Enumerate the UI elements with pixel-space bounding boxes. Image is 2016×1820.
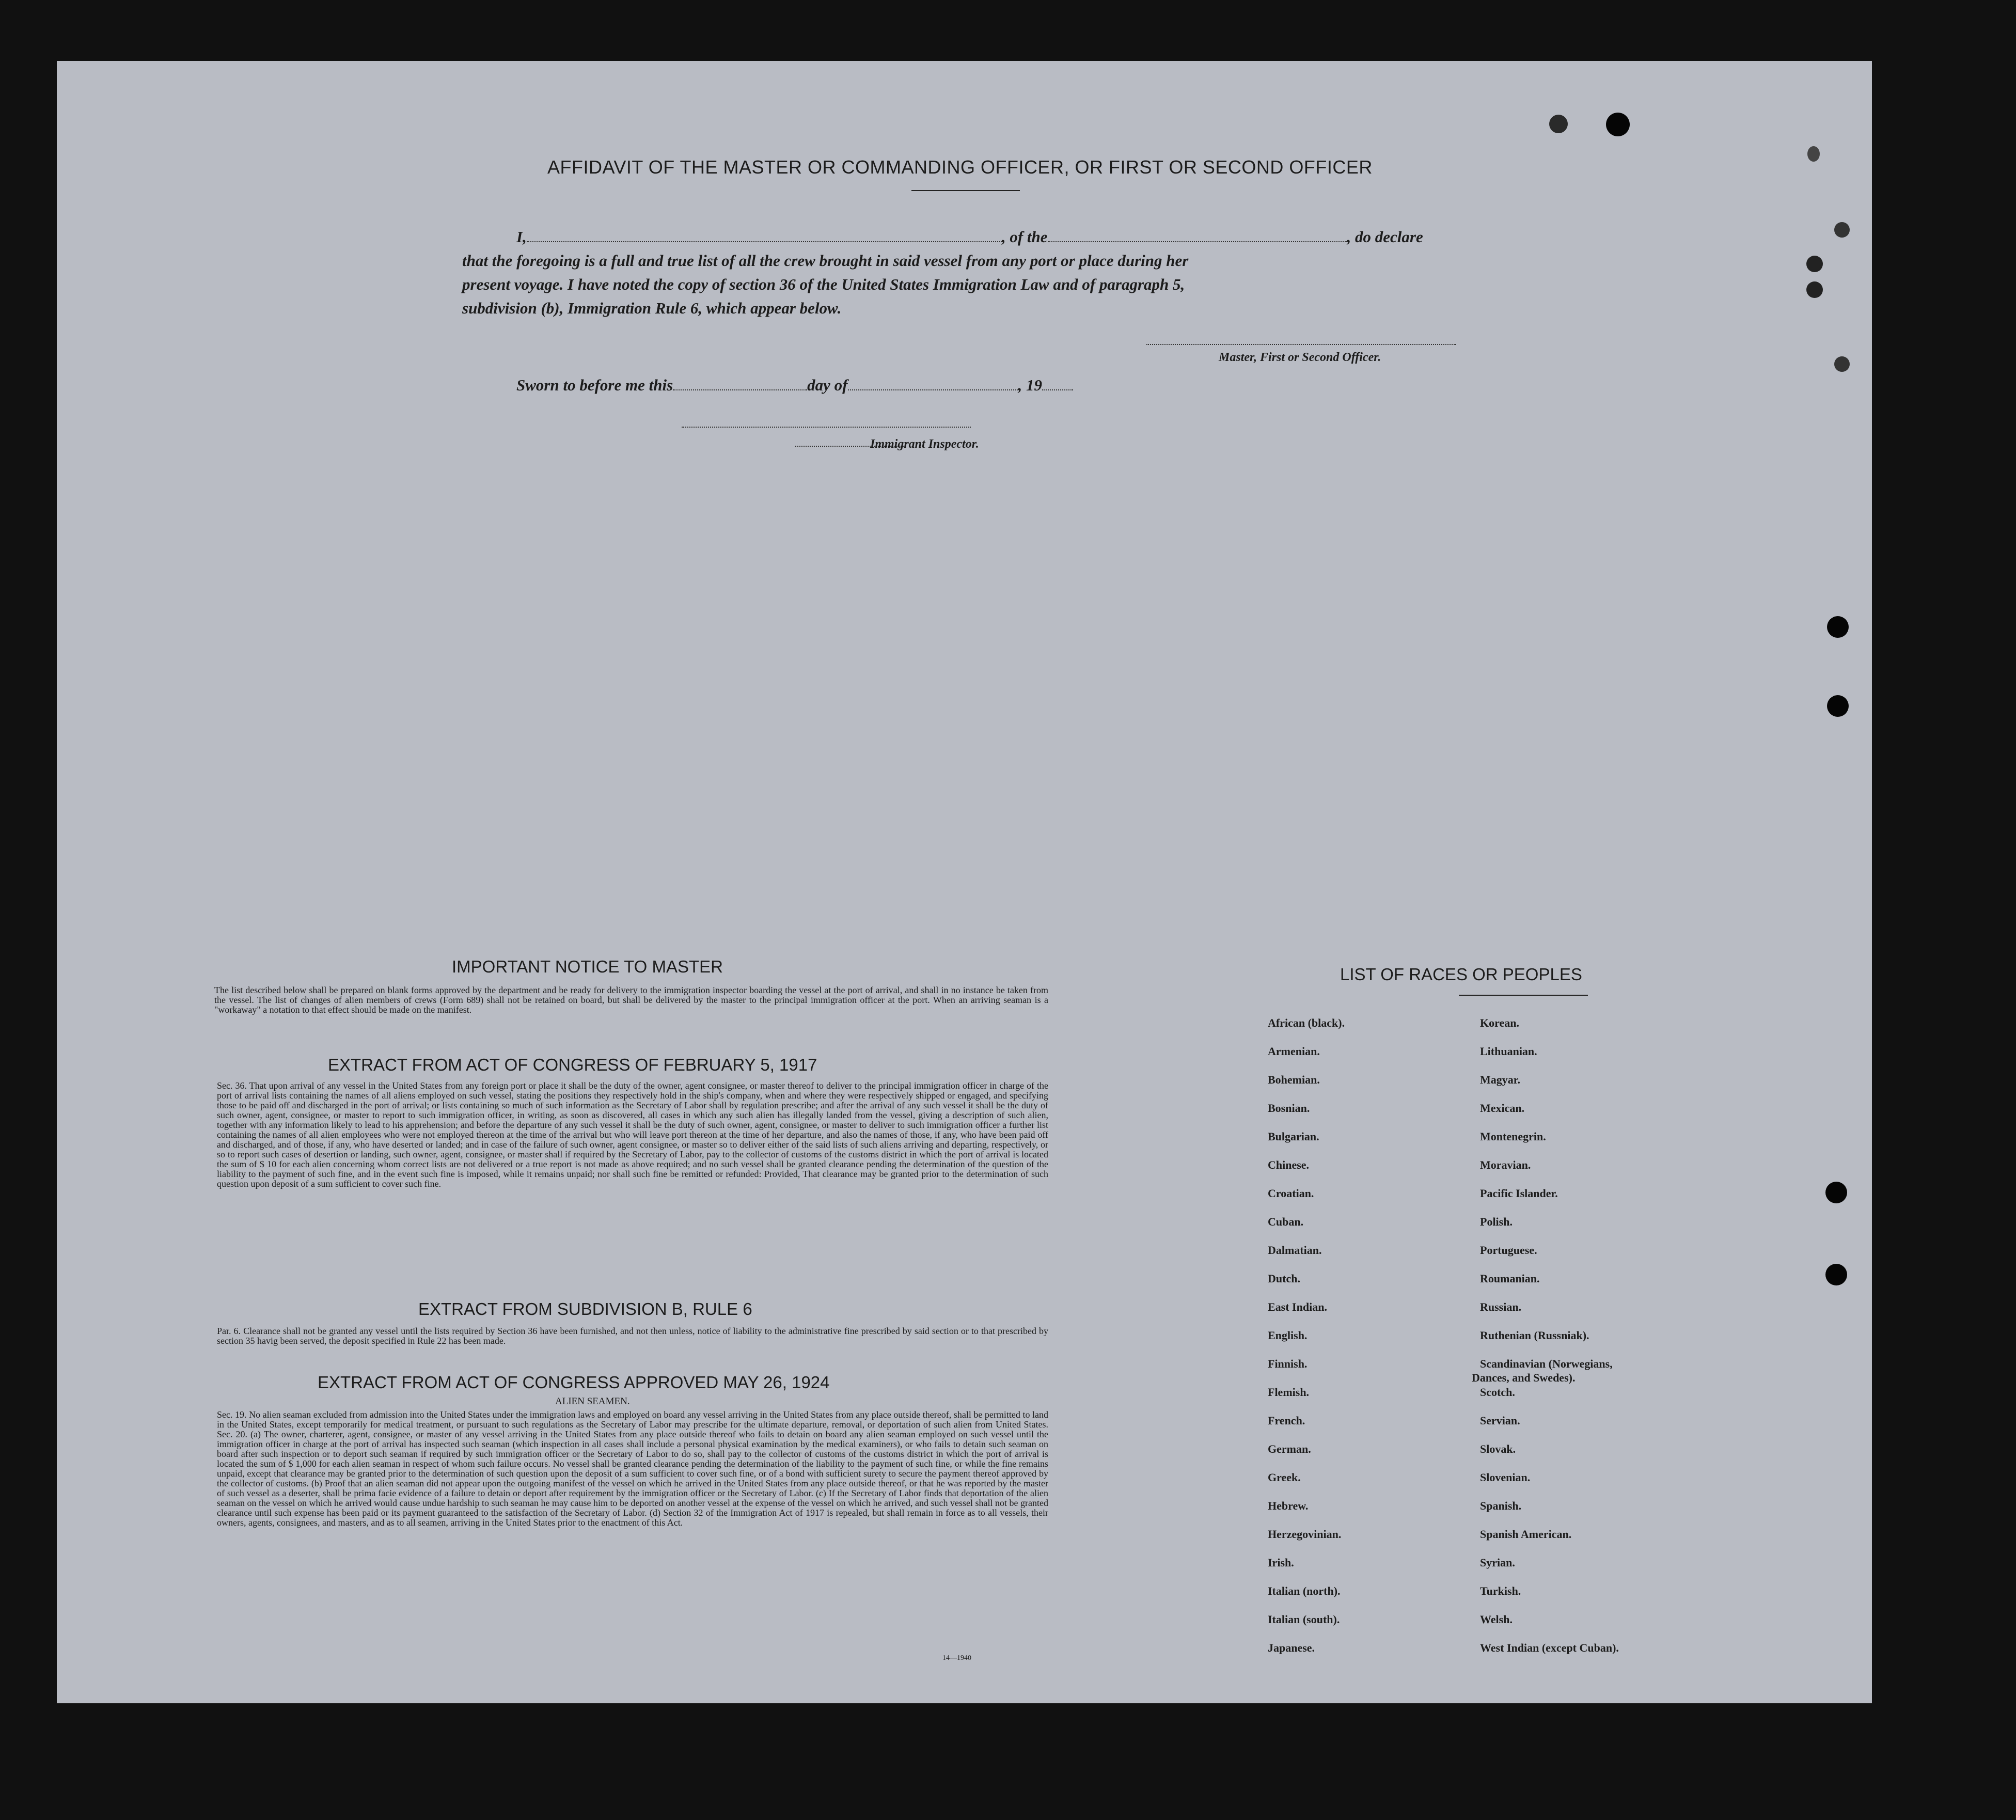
- race-item: Scandinavian (Norwegians,: [1480, 1357, 1613, 1370]
- extract-1917-title: EXTRACT FROM ACT OF CONGRESS OF FEBRUARY 5, 1917: [328, 1055, 817, 1074]
- punch-hole: [1806, 256, 1823, 272]
- year-blank: [1042, 389, 1073, 390]
- race-item: Scotch.: [1480, 1386, 1515, 1399]
- declaration-i: I,: [516, 228, 527, 246]
- document-sheet: [57, 61, 1872, 1703]
- race-item: Servian.: [1480, 1414, 1520, 1427]
- punch-hole: [1825, 1182, 1847, 1203]
- race-item: Russian.: [1480, 1300, 1522, 1313]
- extract-1924-title: EXTRACT FROM ACT OF CONGRESS APPROVED MAY 26, 1924: [318, 1373, 830, 1392]
- races-title: LIST OF RACES OR PEOPLES: [1340, 965, 1582, 984]
- race-item: Moravian.: [1480, 1158, 1531, 1171]
- sworn-line: [516, 373, 1291, 397]
- race-item: Dalmatian.: [1268, 1244, 1322, 1257]
- declaration-line-4: subdivision (b), Immigration Rule 6, which appear below.: [462, 299, 842, 317]
- races-underline: [1459, 995, 1588, 996]
- race-item: Polish.: [1480, 1215, 1513, 1228]
- punch-hole: [1834, 356, 1850, 372]
- race-item: French.: [1268, 1414, 1305, 1427]
- race-item: Spanish American.: [1480, 1528, 1572, 1541]
- punch-hole: [1825, 1264, 1847, 1285]
- punch-hole: [1834, 222, 1850, 238]
- master-signature-label: Master, First or Second Officer.: [1219, 351, 1381, 364]
- inspector-label: Immigrant Inspector.: [870, 437, 979, 451]
- race-item: German.: [1268, 1442, 1311, 1455]
- master-signature-line: [1146, 344, 1456, 345]
- extract-rule6-body: Par. 6. Clearance shall not be granted any vessel until the lists required by Section 36 have been furnished, and not then unless, notice of liability to the administrative fine prescribed by said section or to that prescribed by section 35 havig been served, the deposit specified in Rule 22 has been made.: [217, 1326, 1048, 1346]
- race-item: Syrian.: [1480, 1556, 1515, 1569]
- race-item: Croatian.: [1268, 1187, 1314, 1200]
- race-item: Slovak.: [1480, 1442, 1516, 1455]
- race-item: Bosnian.: [1268, 1102, 1310, 1115]
- sworn-month-blank: [848, 389, 1018, 390]
- extract-1917-body: Sec. 36. That upon arrival of any vessel in the United States from any foreign port or place it shall be the duty of the owner, agent consignee, or master thereof to deliver to the principal immigration officer in charge of the port of arrival lists containing the names of all aliens employed on such vessel, stating the positions they respectively hold in the ship's company, when and where they were respectively shipped or engaged, and specifying those to be paid off and discharged in the port of arrival; or lists containing so much of such information as the Secretary of Labor shall by regulation prescribe; and after the arrival of any such vessel it shall be the duty of such owner, agent, consignee, or master to report to such immigration officer, in writing, as soon as discovered, all cases in which any such alien has illegally landed from the vessel, giving a description of such alien, together with any information likely to lead to his apprehension; and before the departure of any such vessel it shall be the duty of such owner, agent, consignee, or master to deliver to such immigration officer a further list containing the names of all alien employees who were not employed thereon at the time of the arrival but who will leave port thereon at the time of her departure, and also the names of those, if any, who have been paid off and discharged, and of those, if any, who have deserted or landed; and in case of the failure of such owner, agent consignee, or master so to deliver either of the said lists of such aliens arriving and departing, respectively, or so to report such cases of desertion or landing, such owner, agent, consignee, or master shall if required by the Secretary of Labor, pay to the collector of customs of the customs district in which the port of arrival is located the sum of $ 10 for each alien concerning whom correct lists are not delivered or a true report is not made as above required; and no such vessel shall be granted clearance pending the determination of the question of the liability to the payment of such fine, and in the event such fine is imposed, while it remains unpaid; nor shall such fine be remitted or refunded: Provided, That clearance may be granted prior to the determination of such question upon deposit of a sum sufficient to cover such fine.: [217, 1080, 1048, 1189]
- notice-title: IMPORTANT NOTICE TO MASTER: [452, 957, 723, 976]
- race-item: Spanish.: [1480, 1499, 1522, 1512]
- race-item: English.: [1268, 1329, 1308, 1342]
- punch-hole: [1807, 146, 1820, 162]
- race-item: Irish.: [1268, 1556, 1294, 1569]
- race-item: Ruthenian (Russniak).: [1480, 1329, 1589, 1342]
- declaration-line-1: [516, 225, 1529, 248]
- extract-1924-body: Sec. 19. No alien seaman excluded from admission into the United States under the immigration laws and employed on board any vessel arriving in the United States from any place outside thereof, shall be permitted to land in the United States, except temporarily for medical treatment, or pursuant to such regulations as the Secretary of Labor may prescribe for the ultimate departure, removal, or deportation of such alien from United States. Sec. 20. (a) The owner, charterer, agent, consignee, or master of any vessel arriving in the United States from any place outside thereof who fails to detain on board any alien seaman employed on such vessel until the immigration officer in charge at the port of arrival has inspected such seaman (which inspection in all cases shall include a personal physical examination by the medical examiners), or who fails to detain such seaman on board after such inspection or to deport such seaman if required by such immigration officer or the Secretary of Labor to do so, shall pay to the collector of customs of the customs district in which the port of arrival is located the sum of $ 1,000 for each alien seaman in respect of whom such failure occurs. No vessel shall be granted clearance pending the determination of the liability to the payment of such fine, or while the fine remains unpaid, except that clearance may be granted prior to the determination of such question upon the deposit of a sum sufficient to cover such fine, or of a bond with sufficient surety to secure the payment thereof approved by the collector of customs. (b) Proof that an alien seaman did not appear upon the outgoing manifest of the vessel on which he arrived in the United States from any place outside thereof, or that he was reported by the master of such vessel as a deserter, shall be prima facie evidence of a failure to detain or deport after requirement by the immigration officer or the Secretary of Labor. (c) If the Secretary of Labor finds that deportation of the alien seaman on the vessel on which he arrived would cause undue hardship to such seaman he may cause him to be deported on another vessel at the expense of the vessel on which he arrived, and such vessel shall not be granted clearance until such expense has been paid or its payment guaranteed to the satisfaction of the Secretary of Labor. (d) Section 32 of the Immigration Act of 1917 is repealed, but shall remain in force as to all vessels, their owners, agents, consignees, and masters, and as to all seamen, arriving in the United States prior to the enactment of this Act.: [217, 1409, 1048, 1528]
- declaration-declare: , do declare: [1347, 228, 1423, 246]
- race-item: Bohemian.: [1268, 1073, 1320, 1086]
- vessel-blank: [1048, 241, 1347, 242]
- punch-hole: [1827, 695, 1849, 717]
- affidavit-title: AFFIDAVIT OF THE MASTER OR COMMANDING OFFICER, OR FIRST OR SECOND OFFICER: [547, 156, 1373, 178]
- declaration-of-the: , of the: [1001, 228, 1048, 246]
- race-item: Magyar.: [1480, 1073, 1521, 1086]
- form-number: 14—1940: [942, 1654, 971, 1662]
- title-underline: [911, 190, 1020, 191]
- race-item: Herzegovinian.: [1268, 1528, 1342, 1541]
- race-item: Dances, and Swedes).: [1472, 1371, 1576, 1384]
- punch-hole: [1827, 616, 1849, 638]
- declaration-line-3: present voyage. I have noted the copy of section 36 of the United States Immigration Law and of paragraph 5,: [462, 275, 1185, 293]
- race-item: Lithuanian.: [1480, 1045, 1537, 1058]
- race-item: Armenian.: [1268, 1045, 1320, 1058]
- race-item: Flemish.: [1268, 1386, 1310, 1399]
- race-item: Greek.: [1268, 1471, 1301, 1484]
- race-item: Italian (north).: [1268, 1584, 1341, 1597]
- declaration-line-2: that the foregoing is a full and true list of all the crew brought in said vessel from any port or place during her: [462, 252, 1189, 270]
- sworn-day-blank: [673, 389, 807, 390]
- punch-hole: [1549, 115, 1568, 133]
- punch-hole: [1606, 113, 1630, 136]
- inspector-signature-line: [682, 427, 971, 428]
- race-item: Welsh.: [1480, 1613, 1513, 1626]
- race-item: West Indian (except Cuban).: [1480, 1641, 1619, 1654]
- race-item: Chinese.: [1268, 1158, 1310, 1171]
- race-item: Cuban.: [1268, 1215, 1304, 1228]
- race-item: Turkish.: [1480, 1584, 1521, 1597]
- extract-1924-subtitle: ALIEN SEAMEN.: [555, 1396, 630, 1407]
- name-blank: [527, 241, 1002, 242]
- punch-hole: [1806, 281, 1823, 298]
- race-item: East Indian.: [1268, 1300, 1327, 1313]
- race-item: Portuguese.: [1480, 1244, 1537, 1257]
- race-item: Slovenian.: [1480, 1471, 1531, 1484]
- race-item: Hebrew.: [1268, 1499, 1309, 1512]
- race-item: Finnish.: [1268, 1357, 1308, 1370]
- notice-body: The list described below shall be prepared on blank forms approved by the department and be ready for delivery to the immigration inspector boarding the vessel at the port of arrival, and shall in no instance be taken from the vessel. The list of changes of alien members of crews (Form 689) shall not be retained on board, but shall be delivered by the master to the principal immigration officer at the port. When an arriving seaman is a "workaway" a notation to that effect should be made on the manifest.: [214, 985, 1048, 1015]
- race-item: Korean.: [1480, 1016, 1519, 1029]
- race-item: Bulgarian.: [1268, 1130, 1319, 1143]
- race-item: Dutch.: [1268, 1272, 1300, 1285]
- race-item: Montenegrin.: [1480, 1130, 1546, 1143]
- race-item: Japanese.: [1268, 1641, 1315, 1654]
- race-item: African (black).: [1268, 1016, 1345, 1029]
- year-label: , 19: [1018, 376, 1042, 394]
- race-item: Italian (south).: [1268, 1613, 1340, 1626]
- race-item: Pacific Islander.: [1480, 1187, 1558, 1200]
- day-of-label: day of: [807, 376, 848, 394]
- sworn-label: Sworn to before me this: [516, 376, 673, 394]
- race-item: Mexican.: [1480, 1102, 1525, 1115]
- extract-rule6-title: EXTRACT FROM SUBDIVISION B, RULE 6: [418, 1299, 752, 1319]
- race-item: Roumanian.: [1480, 1272, 1540, 1285]
